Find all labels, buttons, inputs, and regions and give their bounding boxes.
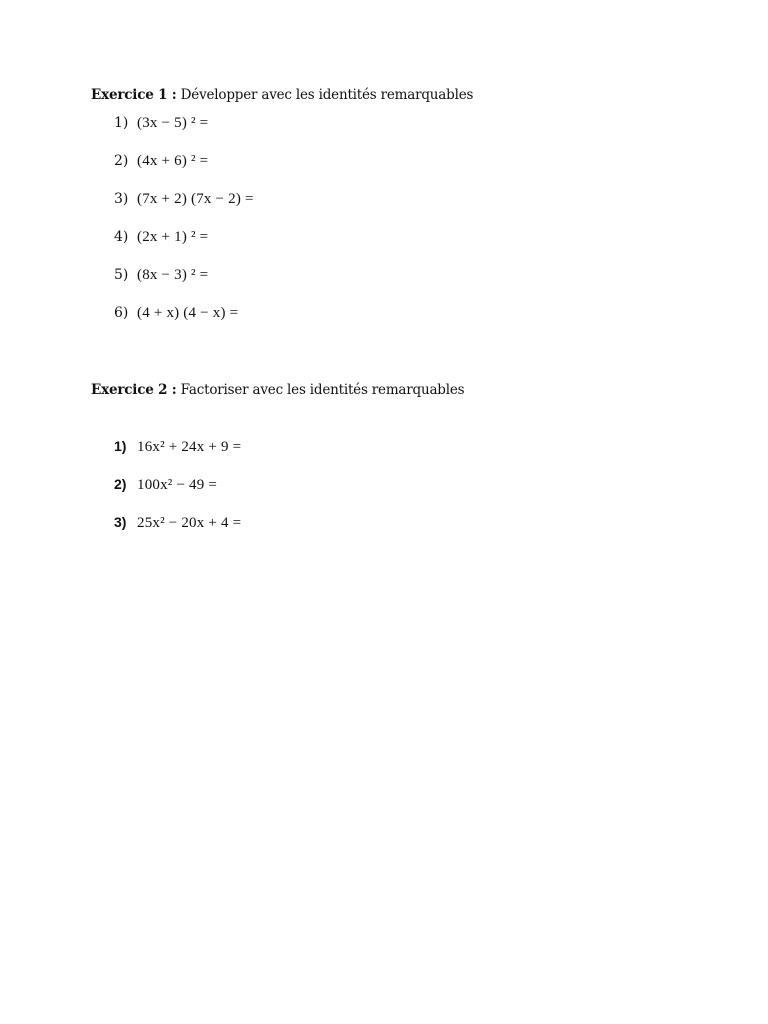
exercise-2-instruction: Factoriser avec les identités remarquables [176, 382, 465, 398]
item-expression: (4x + 6) ² = [137, 153, 209, 169]
exercise-1-item [114, 115, 208, 132]
item-number: 6) [114, 305, 129, 321]
item-expression: 16x² + 24x + 9 = [137, 439, 242, 455]
exercise-2-item [114, 476, 217, 494]
exercise-2-item [114, 438, 241, 456]
item-expression: (4 + x) (4 − x) = [137, 305, 239, 321]
exercise-1-item [114, 153, 208, 170]
item-expression: (8x − 3) ² = [137, 267, 209, 283]
item-number: 1) [114, 438, 127, 454]
item-number: 2) [114, 476, 127, 492]
item-expression: (2x + 1) ² = [137, 229, 209, 245]
item-number: 1) [114, 115, 129, 131]
exercise-1-item [114, 229, 208, 246]
exercise-2-item [114, 514, 241, 532]
item-expression: 25x² − 20x + 4 = [137, 515, 242, 531]
item-expression: (7x + 2) (7x − 2) = [137, 191, 254, 207]
exercise-1-instruction: Développer avec les identités remarquables [176, 87, 474, 103]
item-number: 4) [114, 229, 129, 245]
exercise-1-item [114, 267, 208, 284]
item-number: 5) [114, 267, 129, 283]
exercise-1-label: Exercice 1 : [91, 87, 177, 103]
exercise-2-label: Exercice 2 : [91, 382, 177, 398]
item-number: 3) [114, 514, 127, 530]
exercise-1-item [114, 191, 254, 208]
exercise-1-item [114, 305, 238, 322]
item-expression: (3x − 5) ² = [137, 115, 209, 131]
item-expression: 100x² − 49 = [137, 477, 218, 493]
exercise-1-title [91, 87, 473, 103]
exercise-2-title [91, 382, 464, 398]
item-number: 2) [114, 153, 129, 169]
item-number: 3) [114, 191, 129, 207]
